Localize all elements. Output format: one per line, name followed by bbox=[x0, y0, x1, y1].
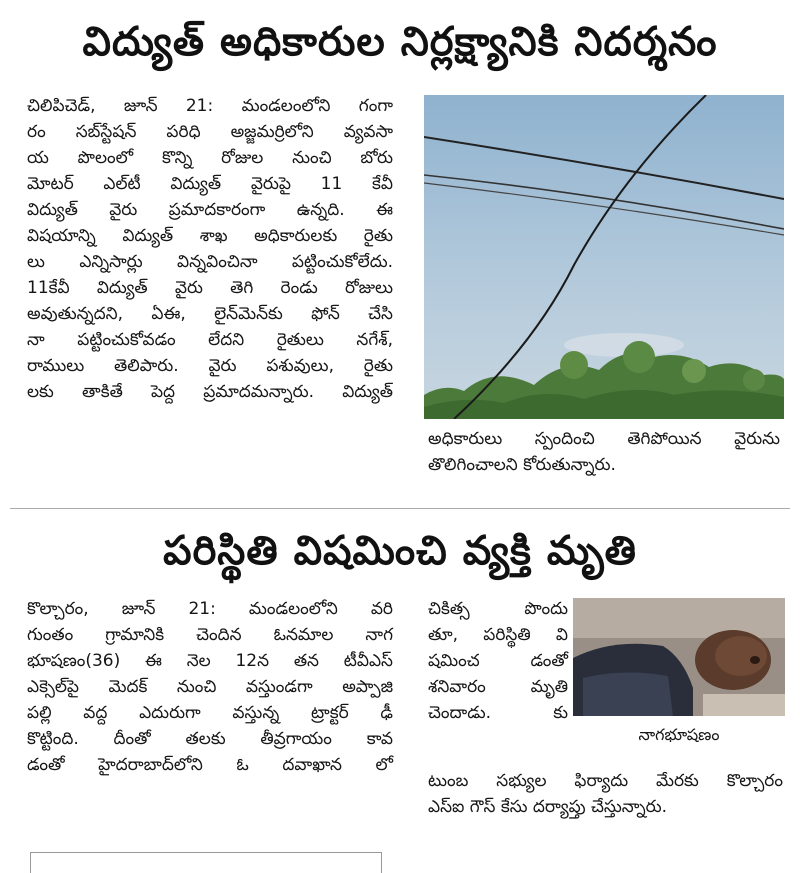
article-divider bbox=[10, 508, 790, 509]
text-line: రాములు తెలిపారు. వైరు పశువులు, రైతు bbox=[27, 356, 393, 376]
article1-continued bbox=[428, 426, 780, 478]
victim-photo bbox=[573, 598, 785, 716]
text-line: ఎస్ఐ గౌస్ కేసు దర్యాప్తు చేస్తున్నారు. bbox=[428, 797, 667, 817]
text-line: అవుతున్నదని, ఏఈ, లైన్‌మెన్‌కు ఫోన్ చేసి bbox=[27, 304, 393, 324]
article1-headline: విద్యుత్‌ అధికారుల నిర్లక్ష్యానికి నిదర్శనం bbox=[82, 19, 718, 65]
text-line: కొల్చారం, జూన్ 21: మండలంలోని వరి bbox=[27, 599, 393, 619]
text-line: ఎక్సెల్‌పై మెదక్ నుంచి వస్తుండగా అప్పాజి bbox=[27, 677, 393, 697]
text-line: మోటర్ ఎల్‌టీ విద్యుత్ వైరుపై 11 కేవీ bbox=[27, 174, 393, 194]
article1-body bbox=[27, 93, 393, 405]
text-line: అధికారులు స్పందించి తెగిపోయిన వైరును bbox=[428, 429, 780, 449]
text-line: పల్లి వద్ద ఎదురుగా వస్తున్న ట్రాక్టర్ ఢీ bbox=[27, 703, 393, 723]
text-line: షమించ డంతో bbox=[428, 651, 568, 671]
power-lines-photo bbox=[424, 95, 784, 419]
victim-photo-caption: నాగభూషణం bbox=[638, 725, 720, 744]
text-line: 11కేవీ విద్యుత్ వైరు తెగి రెండు రోజులు bbox=[27, 278, 393, 298]
text-line: నా పట్టించుకోవడం లేదని రైతులు నగేశ్, bbox=[27, 330, 393, 350]
text-line: రం సబ్‌స్టేషన్ పరిధి అజ్జమర్రిలోని వ్యవసా bbox=[27, 122, 393, 142]
article2-body-bottom bbox=[428, 768, 783, 820]
text-line: భూషణం(36) ఈ నెల 12న తన టీవీఎస్ bbox=[27, 651, 393, 671]
text-line: గుంతం గ్రామానికి చెందిన ఓనమాల నాగ bbox=[27, 625, 393, 645]
text-line: లకు తాకితే పెద్ద ప్రమాదమన్నారు. విద్యుత్ bbox=[27, 382, 393, 402]
text-line: య పొలంలో కొన్ని రోజుల నుంచి బోరు bbox=[27, 148, 393, 168]
text-line: టుంబ సభ్యుల ఫిర్యాదు మేరకు కొల్చారం bbox=[428, 771, 783, 791]
text-line: విద్యుత్ వైరు ప్రమాదకారంగా ఉన్నది. ఈ bbox=[27, 200, 393, 220]
text-line: విషయాన్ని విద్యుత్ శాఖ అధికారులకు రైతు bbox=[27, 226, 393, 246]
text-line: లు ఎన్నిసార్లు విన్నవించినా పట్టించుకోలేదు. bbox=[27, 252, 393, 272]
text-line: తొలిగించాలని కోరుతున్నారు. bbox=[428, 455, 616, 475]
text-line: తూ, పరిస్థితి వి bbox=[428, 625, 568, 645]
article2-body bbox=[27, 596, 393, 778]
article2-headline: పరిస్థితి విషమించి వ్యక్తి మృతి bbox=[163, 528, 637, 574]
text-line: కొట్టింది. దీంతో తలకు తీవ్రగాయం కావ bbox=[27, 729, 393, 749]
text-line: చిలిపిచెడ్, జూన్ 21: మండలంలోని గంగా bbox=[27, 96, 393, 116]
next-article-box-edge bbox=[30, 852, 382, 873]
text-line: చెందాడు. కు bbox=[428, 703, 568, 723]
text-line: చికిత్స పొందు bbox=[428, 599, 568, 619]
text-line: డంతో హైదరాబాద్‌లోని ఓ దవాఖాన లో bbox=[27, 755, 393, 775]
article2-body-mid bbox=[428, 596, 568, 726]
text-line: శనివారం మృతి bbox=[428, 677, 568, 697]
